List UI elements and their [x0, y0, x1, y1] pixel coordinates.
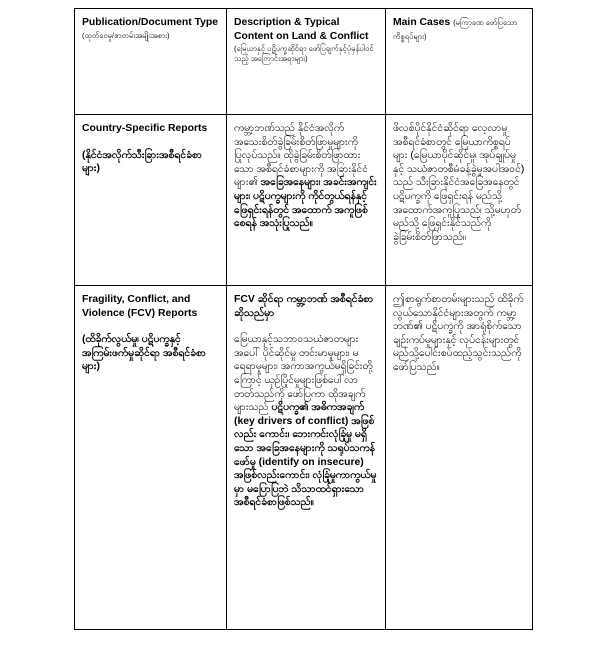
row-description-cell	[227, 115, 386, 286]
header-cell-publication-type	[75, 9, 227, 115]
header-row	[75, 9, 533, 115]
table-row	[75, 115, 533, 286]
row-cases-text: ဖိလစ်ပိုင်နိုင်ငံဆိုင်ရာ လေ့လာမှု အစီရင်ခံစာတွင် မြေယာကိစ္စရပ်များ (မြေယာပိုင်ဆိုင်မှု၊ အုပ်ချုပ်မှုနှင့် သယံဇာတစီမံခန့်ခွဲမှုအပါအဝင်) သည် သီးခြားနိုင်ငံအခြေအနေတွင် ပဋိပက္ခကို ဖြေရှင်းရန် မည်သို့ အထောက်အကူပြုသည်၊ သို့မဟုတ် မည်သို့ ဖြေရှင်းနိုင်သည်ကို ခွဲခြမ်းစိတ်ဖြာသည်။	[393, 123, 525, 243]
header-cell-description	[227, 9, 386, 115]
row-description-text: မြေယာနှင့်သဘာဝသယံဇာတများအပေါ် ပိုင်ဆိုင်မှု တင်းမာမှုများ၊ မရေရာမှုများ၊ အကာအကွယ်မရှိခြင်းတို့ကြောင့် ယှဉ်ပြိုင်မှုများဖြစ်ပေါ်လာတတ်သည်ကို ဖော်ပြကာ ထိုအချက်များသည်	[234, 334, 373, 414]
row-type-myanmar: (နိုင်ငံအလိုက်သီးခြားအစီရင်ခံစာများ)	[82, 149, 203, 175]
row-description-heading: FCV ဆိုင်ရာ ကမ္ဘာ့ဘဏ် အစီရင်ခံစာဆိုသည်မှာ	[234, 294, 374, 319]
row-type-english: Country-Specific Reports	[82, 123, 208, 134]
row-cases-cell	[386, 286, 533, 630]
row-description-cell	[227, 286, 386, 630]
land-conflict-table	[74, 8, 533, 630]
row-type-cell	[75, 286, 227, 630]
header-publication-type-title: Publication/Document Type	[82, 17, 219, 28]
header-publication-type-subtitle: (ထုတ်ဝေမှု/စာတမ်းအမျိုးအစား)	[82, 30, 170, 40]
header-main-cases-subtitle: (မကြာခဏ ဖော်ပြသော ကိစ္စရပ်များ)	[393, 18, 518, 41]
row-description-bold-text: အခြေအနေများ၊ အခင်းအကျင်းများ၊ ပဋိပက္ခများကို ကိုင်တွယ်ရန်နှင့် ဖြေရှင်းရန်တွင် အထောက် အကူဖြစ်စေရန် အသုံးပြုသည်။	[234, 177, 377, 230]
row-description-bold-text: ပဋိပက္ခ၏ အဓိကအချက် (key drivers of conflict) အဖြစ်လည်း ကောင်း၊ ဘေးကင်းလုံခြုံမှု မရှိသော အခြေအနေများကို သရုပ်သကန်ဖော်မှု (identify on insecure) အဖြစ်လည်းကောင်း၊ လုံခြုံမှုကာကွယ်မှုမှာ မပြောပြဘဲ သိသာထင်ရှားသော အစီရင်ခံစာဖြစ်သည်။	[234, 402, 377, 509]
header-cell-main-cases	[386, 9, 533, 115]
header-description-title: Description & Typical Content on Land & Conflict	[234, 17, 369, 42]
header-main-cases-title: Main Cases	[393, 17, 451, 28]
row-cases-cell	[386, 115, 533, 286]
header-description-subtitle: (မြေယာနှင့် ပဋိပက္ခဆိုင်ရာ ဖော်ပြချက်နှင့်ပုံမှန်ပါဝင်သည့် အကြောင်းအရာများ)	[234, 44, 374, 63]
row-type-english: Fragility, Conflict, and Violence (FCV) Reports	[82, 294, 198, 319]
row-type-myanmar: (ထိခိုက်လွယ်မှု၊ ပဋိပက္ခနှင့် အကြမ်းဖက်မှုဆိုင်ရာ အစီရင်ခံစာများ)	[82, 334, 207, 373]
row-description-text: ကမ္ဘာ့ဘဏ်သည် နိုင်ငံအလိုက် အသေးစိတ်ခွဲခြမ်းစိတ်ဖြာမှုများကို ပြုလုပ်သည်။ ထိုခွဲခြမ်းစိတ်ဖြာထားသော အစီရင်ခံစာများကို အခြားနိုင်ငံများ၏	[234, 123, 368, 189]
row-cases-text: ဤစာရွက်စာတမ်းများသည် ထိခိုက်လွယ်သောနိုင်ငံများအတွက် ကမ္ဘာ့ဘဏ်၏ ပဋိပက္ခကို အာရုံစိုက်သော ချဉ်းကပ်မှုများနှင့် လုပ်ငန်းများတွင် မည်သို့ပေါင်းစပ်ထည့်သွင်းသည်ကို ဖော်ပြသည်။	[393, 294, 524, 373]
table-row	[75, 286, 533, 630]
row-type-cell	[75, 115, 227, 286]
